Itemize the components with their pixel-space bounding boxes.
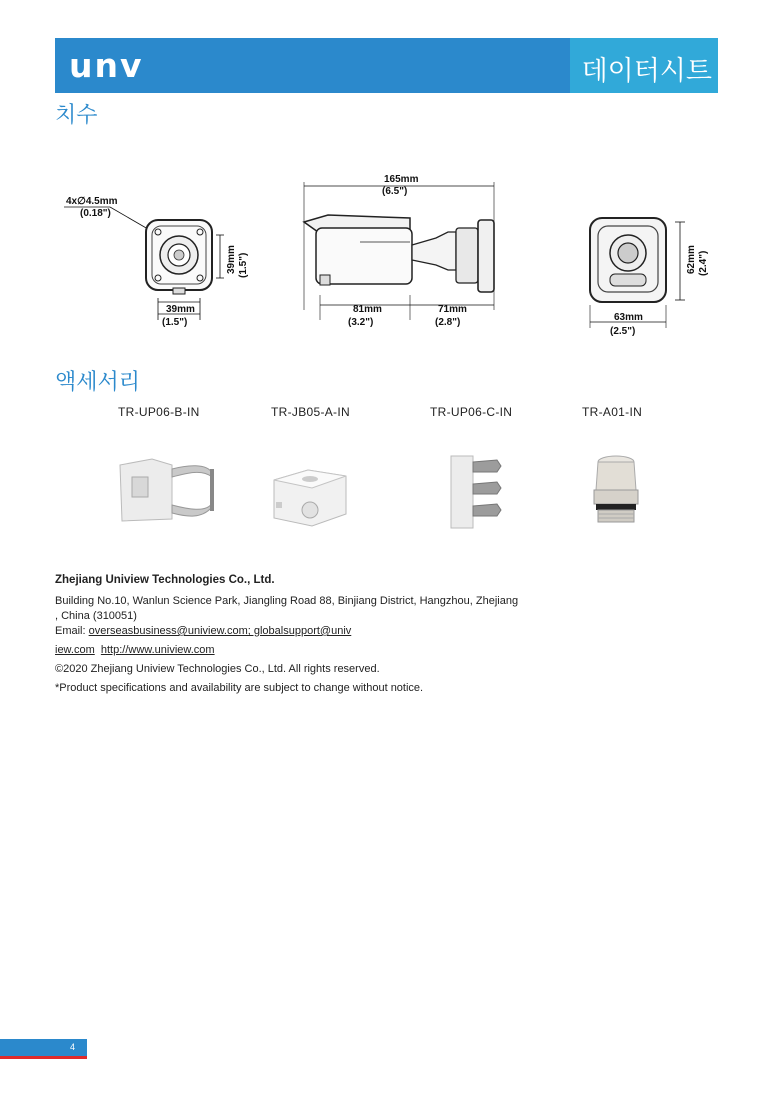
address-line-2: , China (310051) (55, 610, 137, 622)
hole-dim-label: 4x∅4.5mm (66, 196, 118, 207)
mount-w-inch: (1.5") (162, 317, 188, 328)
accessory-model-4: TR-A01-IN (582, 405, 643, 419)
page-number-box (0, 1039, 87, 1059)
email-link-cont[interactable]: iew.com (55, 644, 95, 656)
pole-mount-b-image (112, 455, 222, 527)
datasheet-title: 데이터시트 (581, 56, 712, 87)
copyright: ©2020 Zhejiang Uniview Technologies Co., Ltd. All rights reserved. (55, 663, 380, 675)
accessory-model-1: TR-UP06-B-IN (118, 405, 200, 419)
website-link[interactable]: http://www.uniview.com (100, 644, 215, 656)
mount-base-diagram (50, 190, 260, 335)
hole-dim-inch: (0.18") (80, 208, 111, 219)
accessory-model-2: TR-JB05-A-IN (271, 405, 350, 419)
mount-h-label: 39mm (226, 245, 237, 274)
email-label: Email: (55, 625, 89, 637)
total-len-inch: (6.5") (382, 186, 408, 197)
front-h-inch: (2.4") (698, 250, 709, 276)
body-len-inch: (3.2") (348, 317, 374, 328)
pole-mount-c-image (445, 452, 505, 530)
front-w-inch: (2.5") (610, 326, 636, 337)
dimensions-heading: 치수 (55, 103, 98, 128)
page-number: 4 (69, 1042, 75, 1052)
front-view-diagram (580, 210, 720, 340)
company-footer (55, 573, 595, 696)
mount-w-label: 39mm (166, 304, 195, 315)
front-h-label: 62mm (686, 245, 697, 274)
mount-h-inch: (1.5") (238, 252, 249, 278)
total-len-label: 165mm (384, 174, 419, 185)
notice: *Product specifications and availability are subject to change without notice. (55, 682, 424, 694)
email-link[interactable]: overseasbusiness@uniview.com; globalsupport@univ (88, 625, 352, 637)
accessories-heading: 액세서리 (55, 370, 141, 395)
univ-logo: unv (69, 46, 144, 85)
body-len-label: 81mm (353, 304, 382, 315)
bracket-len-inch: (2.8") (435, 317, 461, 328)
accessory-model-3: TR-UP06-C-IN (430, 405, 513, 419)
email-web-line (55, 643, 595, 658)
header-bar (55, 38, 718, 93)
junction-box-image (268, 462, 352, 530)
company-name: Zhejiang Uniview Technologies Co., Ltd. (55, 574, 275, 586)
datasheet-box (570, 38, 718, 93)
front-w-label: 63mm (614, 312, 643, 323)
bracket-len-label: 71mm (438, 304, 467, 315)
side-view-diagram (298, 170, 508, 335)
email-line (55, 624, 595, 639)
address-line-1: Building No.10, Wanlun Science Park, Jiangling Road 88, Binjiang District, Hangzhou, Zhejiang (55, 595, 519, 607)
cable-gland-image (588, 452, 644, 528)
